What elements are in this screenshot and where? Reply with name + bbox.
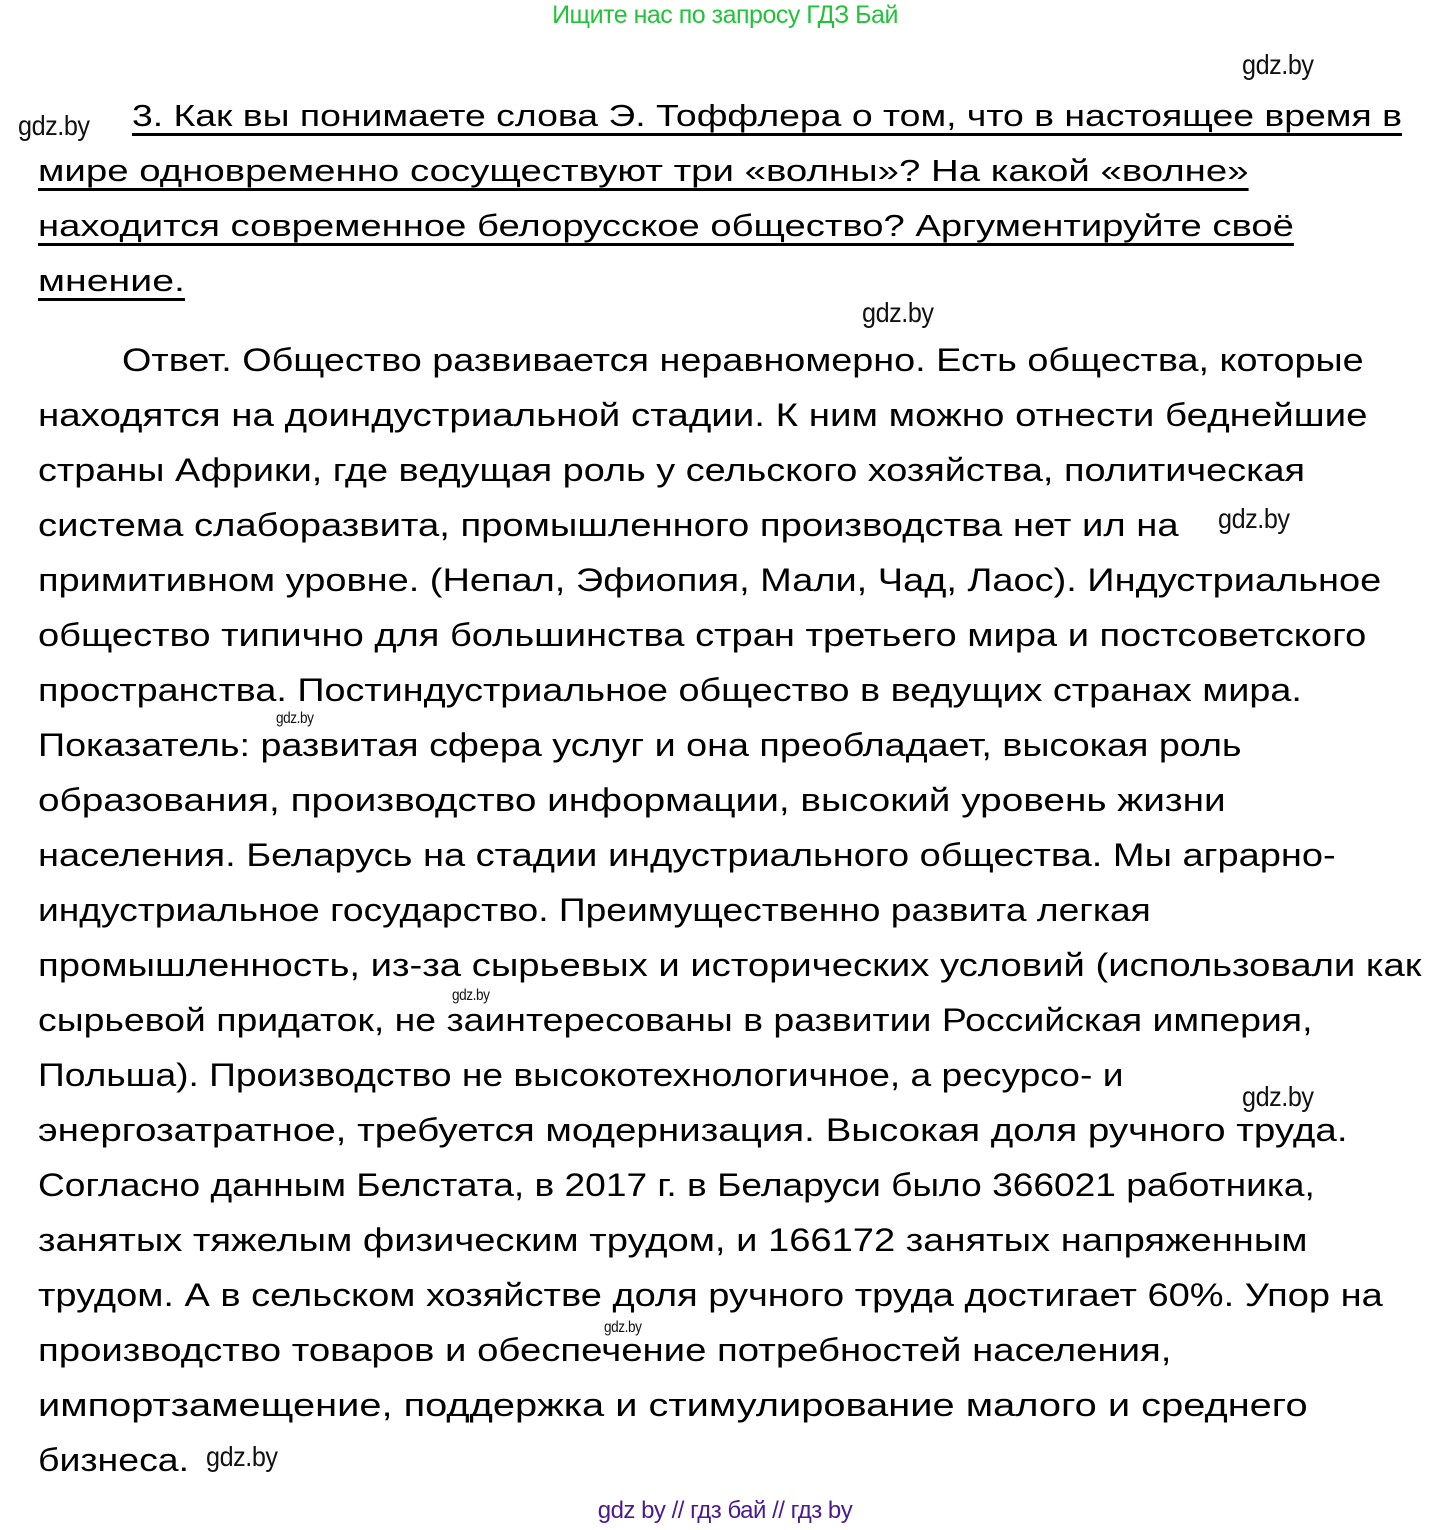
answer-line: сырьевой придаток, не заинтересованы в развитии Российская империя, [38, 1002, 1313, 1038]
answer-line: система слаборазвита, промышленного производства нет ил на [38, 507, 1179, 543]
search-banner: Ищите нас по запросу ГДЗ Бай [552, 1, 898, 29]
answer-line: страны Африки, где ведущая роль у сельского хозяйства, политическая [38, 452, 1306, 488]
answer-line: импортзамещение, поддержка и стимулирование малого и среднего [38, 1387, 1308, 1423]
answer-line: трудом. А в сельском хозяйстве доля ручного труда достигает 60%. Упор на [38, 1277, 1383, 1313]
answer-line: бизнеса. [38, 1442, 190, 1478]
answer-line: образования, производство информации, высокий уровень жизни [38, 782, 1226, 818]
answer-line: примитивном уровне. (Непал, Эфиопия, Мали, Чад, Лаос). Индустриальное [38, 562, 1382, 598]
answer-line: занятых тяжелым физическим трудом, и 166172 занятых напряженным [38, 1222, 1308, 1258]
question-line: мире одновременно сосуществуют три «волны»? На какой «волне» [38, 153, 1249, 188]
question-line: находится современное белорусское общество? Аргументируйте своё [38, 208, 1294, 243]
watermark: gdz.by [18, 110, 90, 141]
answer-line: общество типично для большинства стран третьего мира и постсоветского [38, 617, 1367, 653]
answer-line: производство товаров и обеспечение потребностей населения, [38, 1332, 1172, 1368]
answer-line: Показатель: развитая сфера услуг и она преобладает, высокая роль [38, 727, 1242, 763]
footer-links: gdz by // гдз бай // гдз by [597, 1497, 853, 1524]
answer-line: промышленность, из-за сырьевых и исторических условий (использовали как [38, 947, 1422, 983]
watermark: gdz.by [1242, 1081, 1314, 1112]
answer-line: Ответ. Общество развивается неравномерно. Есть общества, которые [122, 342, 1364, 378]
question-line: мнение. [38, 263, 185, 298]
answer-line: пространства. Постиндустриальное общество в ведущих странах мира. [38, 672, 1302, 708]
watermark: gdz.by [452, 987, 490, 1004]
question-line: 3. Как вы понимаете слова Э. Тоффлера о том, что в настоящее время в [132, 98, 1402, 133]
answer-line: Согласно данным Белстата, в 2017 г. в Беларуси было 366021 работника, [38, 1167, 1315, 1203]
watermark: gdz.by [604, 1319, 642, 1336]
answer-line: Польша). Производство не высокотехнологичное, а ресурсо- и [38, 1057, 1124, 1093]
watermark: gdz.by [276, 710, 314, 727]
answer-line: индустриальное государство. Преимущественно развита легкая [38, 892, 1151, 928]
answer-line: населения. Беларусь на стадии индустриального общества. Мы аграрно- [38, 837, 1336, 873]
answer-line: находятся на доиндустриальной стадии. К ним можно отнести беднейшие [38, 397, 1368, 433]
watermark: gdz.by [862, 297, 934, 328]
watermark: gdz.by [1242, 49, 1314, 80]
watermark: gdz.by [206, 1441, 278, 1472]
answer-line: энергозатратное, требуется модернизация. Высокая доля ручного труда. [38, 1112, 1348, 1148]
watermark: gdz.by [1218, 503, 1290, 534]
